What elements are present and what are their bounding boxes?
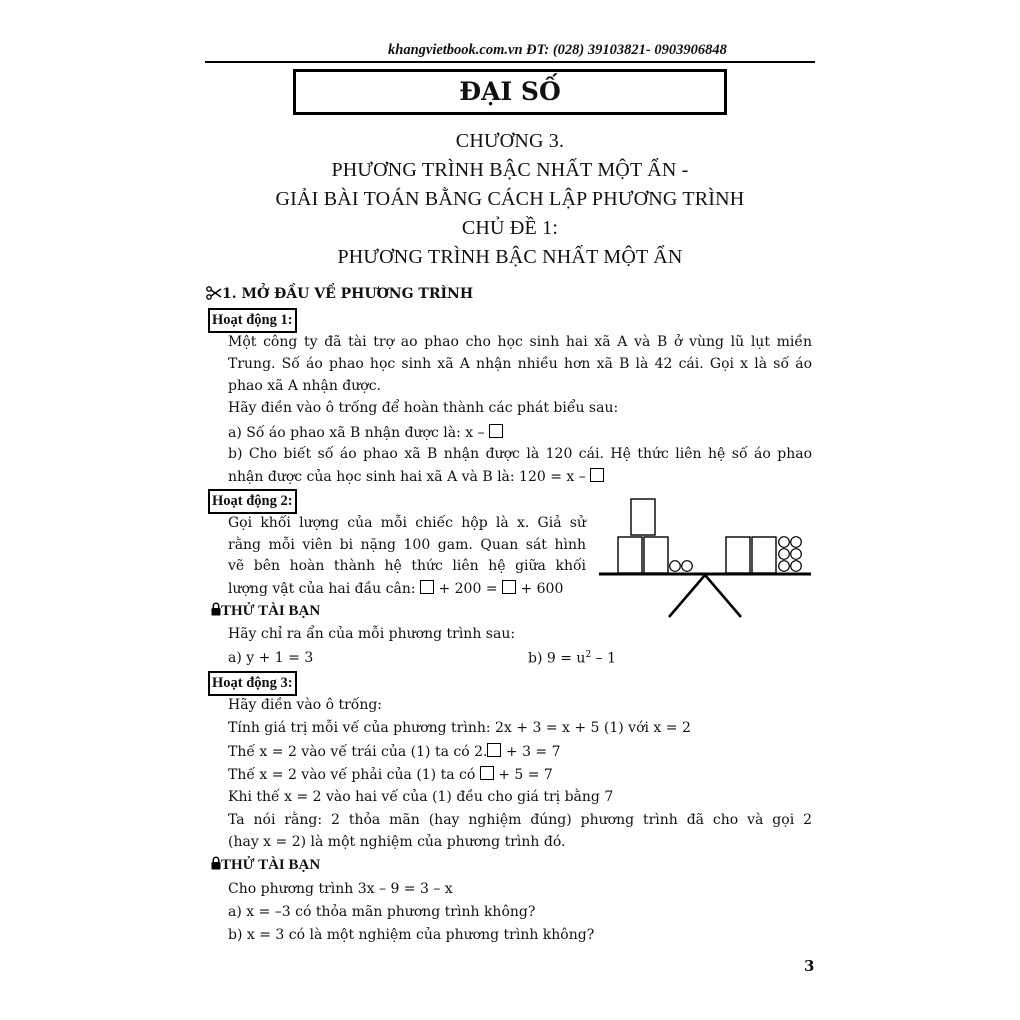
section-heading: [206, 286, 473, 304]
challenge-1-item-b-pre: b) 9 = u: [528, 650, 586, 667]
header-site-info: khangvietbook.com.vn ĐT: (028) 39103821- 0903906848: [388, 42, 727, 58]
activity-1-label: Hoạt động 1:: [208, 308, 297, 333]
challenge-1-item-b: [528, 650, 616, 667]
balance-scale-figure: [595, 495, 815, 620]
challenge-2-item-b: b) x = 3 có là một nghiệm của phương trình không?: [228, 927, 595, 943]
lock-icon: [211, 856, 221, 875]
challenge-2-item-a: a) x = –3 có thỏa mãn phương trình không?: [228, 904, 536, 920]
marble-icon: [779, 561, 790, 572]
hd1-paragraph-line1: Một công ty đã tài trợ ao phao cho học sinh hai xã A và B ở vùng lũ lụt miền: [228, 334, 812, 350]
answer-box[interactable]: [489, 424, 503, 438]
hd2-line4: [228, 580, 563, 597]
answer-box[interactable]: [487, 743, 501, 757]
box-icon: [618, 537, 642, 573]
answer-box[interactable]: [502, 580, 516, 594]
section-heading-text: 1. MỞ ĐẦU VỀ PHƯƠNG TRÌNH: [222, 286, 474, 302]
scissors-icon: [206, 286, 222, 304]
chapter-title-line2: GIẢI BÀI TOÁN BẰNG CÁCH LẬP PHƯƠNG TRÌNH: [275, 188, 745, 210]
hd3-line7: (hay x = 2) là một nghiệm của phương trình đó.: [228, 834, 566, 850]
marble-icon: [682, 561, 693, 572]
answer-box[interactable]: [480, 766, 494, 780]
hd1-paragraph-line3: phao xã A nhận được.: [228, 378, 382, 394]
answer-box[interactable]: [590, 468, 604, 482]
hd2-line4-mid: + 200 =: [438, 581, 498, 597]
activity-2-label: Hoạt động 2:: [208, 489, 297, 514]
challenge-heading-1: [211, 602, 320, 621]
hd3-line4-post: + 5 = 7: [493, 767, 553, 783]
answer-box[interactable]: [420, 580, 434, 594]
marble-icon: [670, 561, 681, 572]
hd1-question-b-line1: b) Cho biết số áo phao xã B nhận được là 120 cái. Hệ thức liên hệ số áo phao: [228, 446, 812, 462]
hd1-question-a: [228, 424, 503, 441]
marble-icon: [791, 549, 802, 560]
lock-icon: [211, 602, 221, 621]
hd2-line4-end: + 600: [520, 581, 564, 597]
hd3-line3: [228, 743, 561, 760]
exponent: 2: [585, 650, 592, 660]
chapter-title-line1: PHƯƠNG TRÌNH BẬC NHẤT MỘT ẨN -: [331, 159, 689, 181]
hd3-line4: [228, 766, 553, 783]
challenge-2-question: Cho phương trình 3x – 9 = 3 – x: [228, 881, 453, 897]
topic-number: CHỦ ĐỀ 1:: [461, 217, 559, 239]
challenge-heading-2: [211, 856, 320, 875]
challenge-heading-1-text: THỬ TÀI BẠN: [221, 603, 321, 619]
hd1-question-b-text: nhận được của học sinh hai xã A và B là: 120 = x –: [228, 469, 586, 485]
box-icon: [644, 537, 668, 573]
marble-icon: [791, 537, 802, 548]
hd1-question-b-line2: [228, 468, 604, 485]
challenge-1-item-a: a) y + 1 = 3: [228, 650, 314, 666]
box-icon: [752, 537, 776, 573]
hd1-instruction: Hãy điền vào ô trống để hoàn thành các phát biểu sau:: [228, 400, 619, 416]
box-icon: [631, 499, 655, 535]
page-number: 3: [804, 957, 815, 975]
marble-icon: [779, 549, 790, 560]
hd1-paragraph-line2: Trung. Số áo phao học sinh xã A nhận nhiều hơn xã B là 42 cái. Gọi x là số áo: [228, 356, 812, 372]
hd2-line1: Gọi khối lượng của mỗi chiếc hộp là x. Giả sử: [228, 515, 586, 531]
page-title: ĐẠI SỐ: [293, 69, 727, 115]
header-rule: [205, 61, 815, 63]
hd1-question-a-text: a) Số áo phao xã B nhận được là: x –: [228, 425, 485, 441]
challenge-1-item-b-post: – 1: [591, 650, 616, 667]
box-icon: [726, 537, 750, 573]
hd2-line2: rằng mỗi viên bi nặng 100 gam. Quan sát hình: [228, 537, 586, 553]
hd3-line1: Hãy điền vào ô trống:: [228, 697, 383, 713]
marble-icon: [779, 537, 790, 548]
challenge-heading-2-text: THỬ TÀI BẠN: [221, 857, 321, 873]
activity-3-label: Hoạt động 3:: [208, 671, 297, 696]
hd3-line2: Tính giá trị mỗi vế của phương trình: 2x + 3 = x + 5 (1) với x = 2: [228, 720, 691, 736]
hd3-line5: Khi thế x = 2 vào hai vế của (1) đều cho giá trị bằng 7: [228, 789, 614, 805]
hd3-line3-pre: Thế x = 2 vào vế trái của (1) ta có 2.: [228, 744, 488, 760]
hd2-line3: vẽ bên hoàn thành hệ thức liên hệ giữa khối: [228, 558, 586, 574]
hd3-line4-pre: Thế x = 2 vào vế phải của (1) ta có: [228, 767, 480, 783]
marble-icon: [791, 561, 802, 572]
hd3-line6: Ta nói rằng: 2 thỏa mãn (hay nghiệm đúng) phương trình đã cho và gọi 2: [228, 812, 812, 828]
chapter-number: CHƯƠNG 3.: [455, 130, 565, 152]
scale-leg-left: [669, 575, 705, 617]
hd2-line4-text: lượng vật của hai đầu cân:: [228, 581, 416, 597]
challenge-1-question: Hãy chỉ ra ẩn của mỗi phương trình sau:: [228, 626, 516, 642]
scale-leg-right: [705, 575, 741, 617]
topic-title: PHƯƠNG TRÌNH BẬC NHẤT MỘT ẨN: [337, 246, 683, 268]
hd3-line3-post: + 3 = 7: [501, 744, 561, 760]
